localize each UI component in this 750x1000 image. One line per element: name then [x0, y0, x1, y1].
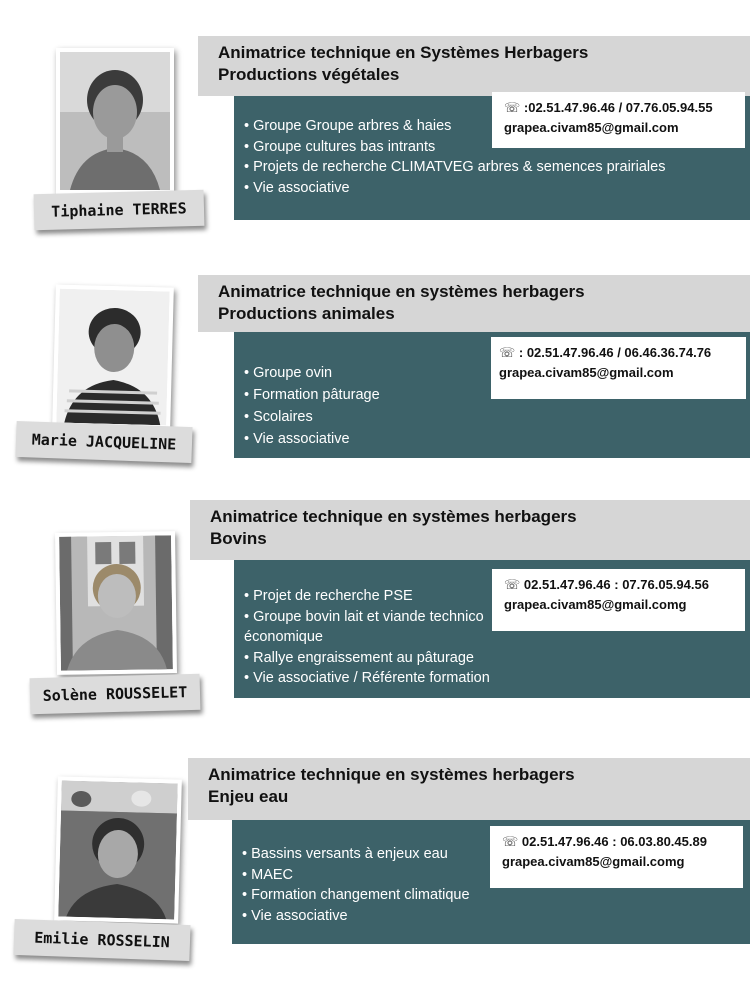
duty-item: • Projets de recherche CLIMATVEG arbres & semences prairiales [244, 157, 750, 178]
job-title-line2: Productions végétales [218, 65, 400, 84]
staff-name: Marie JACQUELINE [15, 421, 192, 463]
duty-item: • Bassins versants à enjeux eau [242, 844, 750, 865]
duty-item: • Groupe Groupe arbres & haies [244, 116, 750, 137]
duty-item: • Scolaires [244, 406, 750, 428]
duty-item: • Formation changement climatique [242, 885, 750, 906]
job-title-line1: Animatrice technique en systèmes herbagers [218, 282, 585, 301]
telephone-icon: ☏ [504, 577, 521, 592]
job-title-line2: Bovins [210, 529, 267, 548]
duty-item: • Groupe ovin [244, 362, 750, 384]
telephone-icon: ☏ [504, 100, 521, 115]
duty-item: • Formation pâturage [244, 384, 750, 406]
contact-box [490, 826, 743, 888]
telephone-icon: ☏ [499, 345, 516, 360]
duty-item: • Projet de recherche PSE [244, 586, 590, 607]
job-title-line2: Enjeu eau [208, 787, 289, 806]
duty-item: • Vie associative [244, 428, 750, 450]
job-title-line2: Productions animales [218, 304, 395, 323]
staff-name: Tiphaine TERRES [34, 190, 205, 230]
phone-line [502, 832, 743, 852]
duty-item: • Vie associative / Référente formation [244, 668, 584, 689]
email-address[interactable]: grapea.civam85@gmail.comg [504, 597, 687, 612]
duty-item: • Groupe cultures bas intrants [244, 137, 750, 158]
phone-number: 02.51.47.96.46 : 07.76.05.94.56 [523, 577, 709, 592]
duty-item: • Vie associative [244, 178, 750, 199]
phone-number: 02.51.47.96.46 : 06.03.80.45.89 [521, 834, 707, 849]
phone-number: : 02.51.47.96.46 / 06.46.36.74.76 [518, 345, 712, 360]
email-address[interactable]: grapea.civam85@gmail.comg [502, 854, 685, 869]
duty-item: • Rallye engraissement au pâturage [244, 648, 584, 669]
telephone-icon: ☏ [502, 834, 519, 849]
duty-item: • Vie associative [242, 906, 750, 927]
phone-number: :02.51.47.96.46 / 07.76.05.94.55 [523, 100, 713, 115]
job-title-line1: Animatrice technique en systèmes herbagers [210, 507, 577, 526]
staff-name: Solène ROUSSELET [30, 674, 201, 714]
duty-item: • MAEC [242, 865, 750, 886]
email-address[interactable]: grapea.civam85@gmail.com [504, 120, 679, 135]
email-address[interactable]: grapea.civam85@gmail.com [499, 365, 674, 380]
job-title [188, 758, 750, 820]
duty-item: • Groupe bovin lait et viande technico économique [244, 607, 544, 648]
portrait-photo [54, 776, 182, 923]
staff-name: Emilie ROSSELIN [13, 919, 190, 961]
job-title-line1: Animatrice technique en Systèmes Herbagers [218, 43, 589, 62]
job-title-line1: Animatrice technique en systèmes herbagers [208, 765, 575, 784]
